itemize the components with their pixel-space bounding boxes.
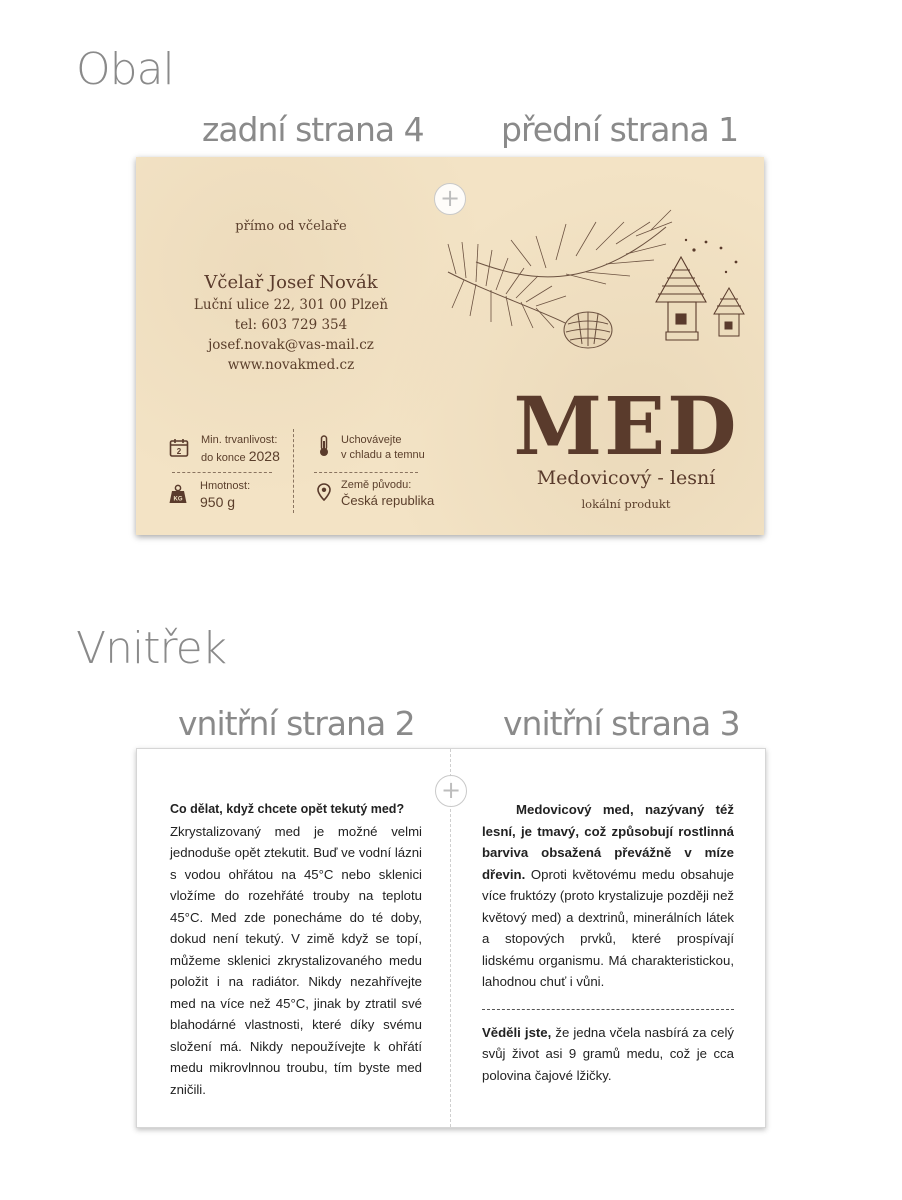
- weight-info: [200, 479, 250, 510]
- label-inner-2: vnitřní strana 2: [178, 704, 415, 743]
- calendar-day: 2: [176, 447, 182, 456]
- expiry-label: Min. trvanlivost:: [201, 434, 278, 446]
- inner-right-text: [482, 799, 734, 1086]
- address: Luční ulice 22, 301 00 Plzeň: [193, 297, 389, 313]
- storage-line2: v chladu a temnu: [341, 449, 425, 461]
- honey-variety: Medovicový - lesní: [536, 467, 716, 489]
- fact-rest: že jedna včela nasbírá za celý svůj život asi 9 gramů medu, což je cca polovina čajové lžičky.: [482, 1024, 734, 1083]
- weight-value: 950 g: [200, 494, 236, 510]
- storage-line1: Uchovávejte: [341, 434, 402, 446]
- origin-label: Země původu:: [341, 479, 412, 491]
- email: josef.novak@vas-mail.cz: [208, 337, 374, 353]
- origin-info: [341, 478, 434, 508]
- weight-icon-text: KG: [173, 496, 183, 503]
- weight-label: Hmotnost:: [200, 480, 251, 492]
- pine-branch-illustration: [436, 202, 756, 377]
- label-inner-3: vnitřní strana 3: [503, 704, 740, 743]
- heading-inside: Vnitřek: [76, 623, 227, 674]
- inside-card: [136, 748, 766, 1128]
- plus-circle-icon: +: [434, 183, 466, 215]
- divider-vertical: [293, 429, 294, 513]
- expiry-year: 2028: [248, 448, 280, 464]
- cover-card: [136, 157, 764, 535]
- fact-bold: Věděli jste,: [482, 1024, 552, 1040]
- weight-icon: [169, 484, 187, 504]
- thermometer-icon: [318, 435, 330, 457]
- phone: tel: 603 729 354: [234, 317, 348, 333]
- honey-intro-rest: Oproti květovému medu obsahuje více fruktózy (proto krystalizuje později než květový med) a dextrinů, minerálních látek a stopových prvků, které prospívají lidskému organismu. Má charakteristickou, lahodnou chuť i vůni.: [482, 866, 734, 989]
- honey-intro-bold: Medovicový med, nazývaný též lesní, je tmavý, což způsobují rostlinná barviva obsažená převážně v míze dřevin.: [482, 802, 734, 882]
- expiry-prefix: do konce: [201, 452, 246, 464]
- origin-value: Česká republika: [341, 493, 435, 508]
- divider-dashed: [172, 472, 272, 473]
- inner-question: Co dělat, když chcete opět tekutý med?: [170, 802, 405, 816]
- inner-left-body: Zkrystalizovaný med je možné velmi jednoduše opět ztekutit. Buď ve vodní lázni s vodou ohřátou na 45°C nebo sklenici vložíme do rozehřáté trouby na teplotu 45°C. Med zde ponecháme do té doby, dokud není tekutý. V zimě když se topí, můžeme sklenici zkrystalizovaného medu položit i na radiátor. Nikdy nezahřívejte med na více než 45°C, jinak by ztratil své blahodárné vlastnosti, které díky svému složení má. Nikdy nepoužívejte k ohřátí medu mikrovlnnou troubu, tím byste med zničili.: [170, 823, 422, 1097]
- storage-info: [341, 433, 425, 463]
- product-title: MED: [513, 379, 739, 473]
- plus-circle-icon-inner: +: [435, 775, 467, 807]
- inner-left-text: [170, 799, 422, 1100]
- calendar-icon: [169, 438, 189, 458]
- divider-dashed-2: [314, 472, 418, 473]
- product-subtitle: lokální produkt: [581, 497, 671, 511]
- tagline: přímo od včelaře: [235, 219, 347, 234]
- expiry-info: [201, 433, 280, 466]
- label-front-side: přední strana 1: [501, 110, 739, 149]
- location-pin-icon: [317, 483, 331, 501]
- divider-dashed-inner: [482, 1009, 734, 1010]
- website: www.novakmed.cz: [227, 357, 355, 373]
- heading-cover: Obal: [76, 44, 174, 95]
- label-back-side: zadní strana 4: [202, 110, 424, 149]
- beekeeper-name: Včelař Josef Novák: [204, 272, 378, 293]
